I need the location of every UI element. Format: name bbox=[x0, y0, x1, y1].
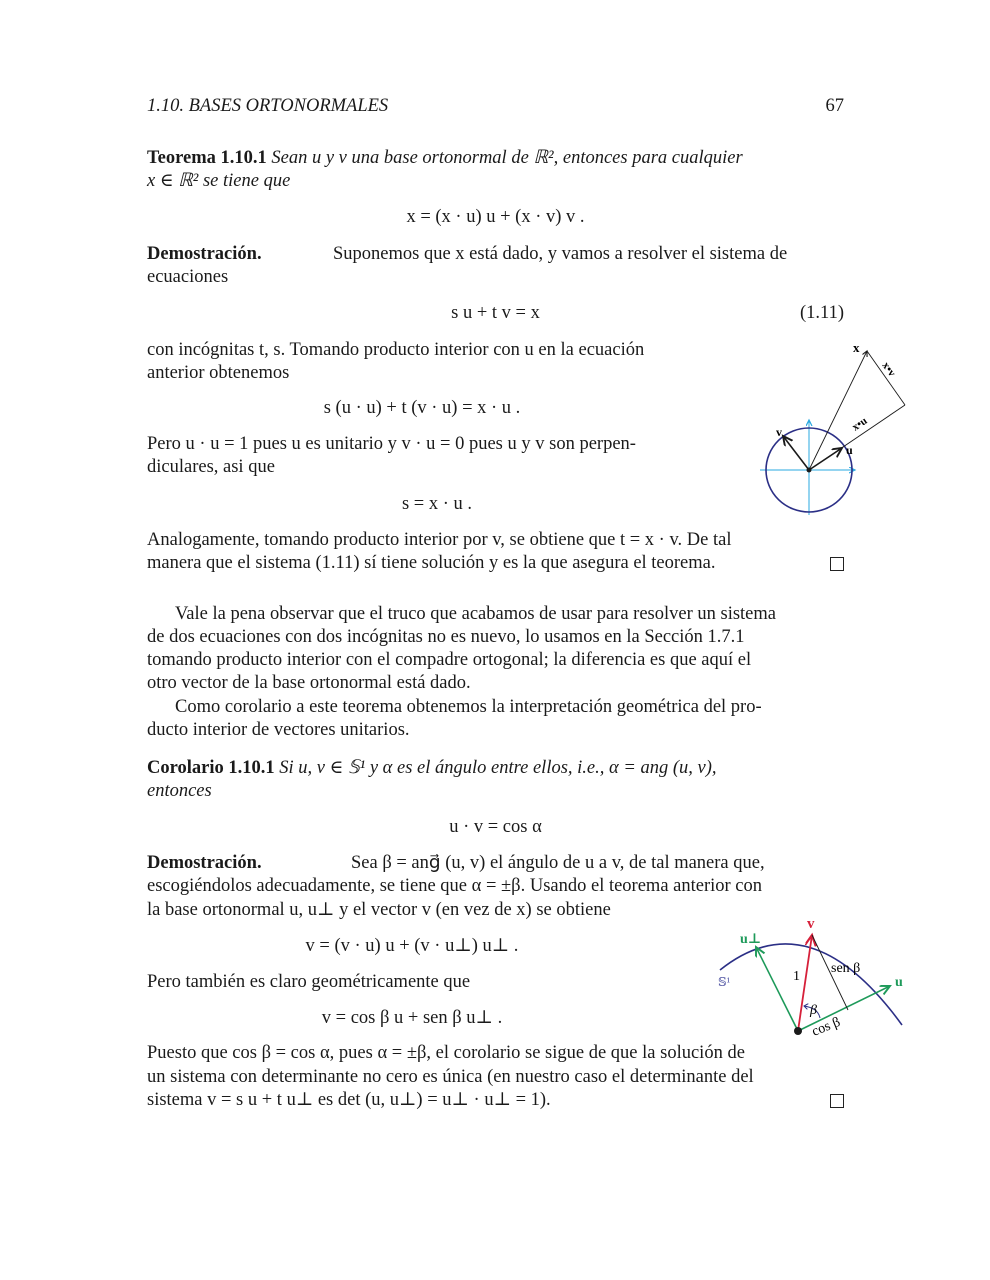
proof2-line4: Pero también es claro geométricamente que bbox=[147, 972, 471, 992]
theorem-equation: x = (x · u) u + (x · v) v . bbox=[406, 207, 585, 227]
proof1-line1: Suponemos que x está dado, y vamos a resolver el sistema de bbox=[333, 244, 788, 264]
label-one: 1 bbox=[793, 969, 800, 984]
proof1-line6: diculares, asi que bbox=[147, 457, 275, 477]
label-sen-beta: sen β bbox=[831, 961, 861, 976]
paragraph-1-line: tomando producto interior con el compadre ortogonal; la diferencia es que aquí el bbox=[147, 650, 752, 670]
label-cos-beta: cos β bbox=[809, 1014, 843, 1040]
proof1-equation: s u + t v = x bbox=[451, 303, 540, 323]
proof1-line8: manera que el sistema (1.11) sí tiene solución y es la que asegura el teorema. bbox=[147, 553, 716, 573]
proof2-line7-row bbox=[147, 1089, 844, 1113]
label-u: u bbox=[895, 975, 903, 990]
proof2-line6: un sistema con determinante no cero es única (en nuestro caso el determinante del bbox=[147, 1067, 754, 1087]
paragraph-1-line: otro vector de la base ortonormal está dado. bbox=[147, 673, 471, 693]
label-u-perp: u⊥ bbox=[740, 932, 762, 947]
proof2-equation2: v = cos β u + sen β u⊥ . bbox=[321, 1008, 503, 1028]
corollary-line2: entonces bbox=[147, 781, 212, 801]
vector-v bbox=[783, 436, 809, 470]
corollary-equation: u · v = cos α bbox=[449, 817, 542, 837]
proof1-line2: ecuaciones bbox=[147, 267, 229, 287]
proof2-line7: sistema v = s u + t u⊥ es det (u, u⊥) = u⊥ · u⊥ = 1). bbox=[147, 1090, 551, 1110]
figure-angle-beta bbox=[700, 910, 920, 1040]
label-x-dot-v: x•v bbox=[879, 359, 898, 379]
proof2-line5: Puesto que cos β = cos α, pues α = ±β, el corolario se sigue de que la solución de bbox=[147, 1043, 745, 1063]
vector-x bbox=[809, 351, 867, 470]
label-beta: β bbox=[810, 1003, 817, 1018]
theorem-label: Teorema 1.10.1 bbox=[147, 148, 267, 168]
proof1-line4: anterior obtenemos bbox=[147, 363, 290, 383]
paragraph-1-line: de dos ecuaciones con dos incógnitas no es nuevo, lo usamos en la Sección 1.7.1 bbox=[147, 627, 745, 647]
figure-orthonormal-decomposition bbox=[740, 330, 920, 520]
proof2-line2: escogiéndolos adecuadamente, se tiene que α = ±β. Usando el teorema anterior con bbox=[147, 876, 763, 896]
projection-line bbox=[867, 351, 905, 405]
equation-number: (1.11) bbox=[799, 303, 844, 323]
paragraph-1-line: Vale la pena observar que el truco que acabamos de usar para resolver un sistema bbox=[175, 604, 776, 624]
corollary-line1: Si u, v ∈ 𝕊¹ y α es el ángulo entre ellos, i.e., α = ang (u, v), bbox=[279, 758, 717, 778]
qed-square bbox=[830, 557, 844, 571]
label-u: u bbox=[846, 443, 853, 457]
proof1-equation2: s (u · u) + t (v · u) = x · u . bbox=[323, 398, 521, 418]
proof2-line1: Sea β = ang⃗ (u, v) el ángulo de u a v, de tal manera que, bbox=[351, 853, 765, 873]
proof1-line7: Analogamente, tomando producto interior por v, se obtiene que t = x · v. De tal bbox=[147, 530, 732, 550]
label-x: x bbox=[853, 340, 860, 355]
label-s1: 𝕊¹ bbox=[718, 975, 731, 989]
proof1-line5: Pero u · u = 1 pues u es unitario y v · u = 0 pues u y v son perpen- bbox=[147, 434, 636, 454]
proof1-label: Demostración. bbox=[147, 244, 262, 264]
label-x-dot-u: x•u bbox=[849, 414, 870, 434]
paragraph-2-line: ducto interior de vectores unitarios. bbox=[147, 720, 410, 740]
qed-square bbox=[830, 1094, 844, 1108]
vector-u-perp bbox=[756, 947, 798, 1031]
proof1-line8-row bbox=[147, 552, 844, 576]
corollary-label: Corolario 1.10.1 bbox=[147, 758, 275, 778]
proof1-equation3: s = x · u . bbox=[401, 494, 473, 514]
theorem-text-line1: Sean u y v una base ortonormal de ℝ², entonces para cualquier bbox=[271, 148, 743, 168]
proof2-equation1: v = (v · u) u + (v · u⊥) u⊥ . bbox=[305, 936, 519, 956]
running-header-section: 1.10. BASES ORTONORMALES bbox=[147, 96, 389, 116]
label-v: v bbox=[807, 916, 815, 932]
proof2-line3: la base ortonormal u, u⊥ y el vector v (en vez de x) se obtiene bbox=[147, 900, 611, 920]
theorem-text-line2: x ∈ ℝ² se tiene que bbox=[147, 171, 291, 191]
proof2-label: Demostración. bbox=[147, 853, 262, 873]
label-v: v bbox=[776, 425, 782, 439]
page-number: 67 bbox=[825, 96, 844, 116]
paragraph-2-line: Como corolario a este teorema obtenemos la interpretación geométrica del pro- bbox=[175, 697, 762, 717]
proof1-line3: con incógnitas t, s. Tomando producto interior con u en la ecuación bbox=[147, 340, 645, 360]
